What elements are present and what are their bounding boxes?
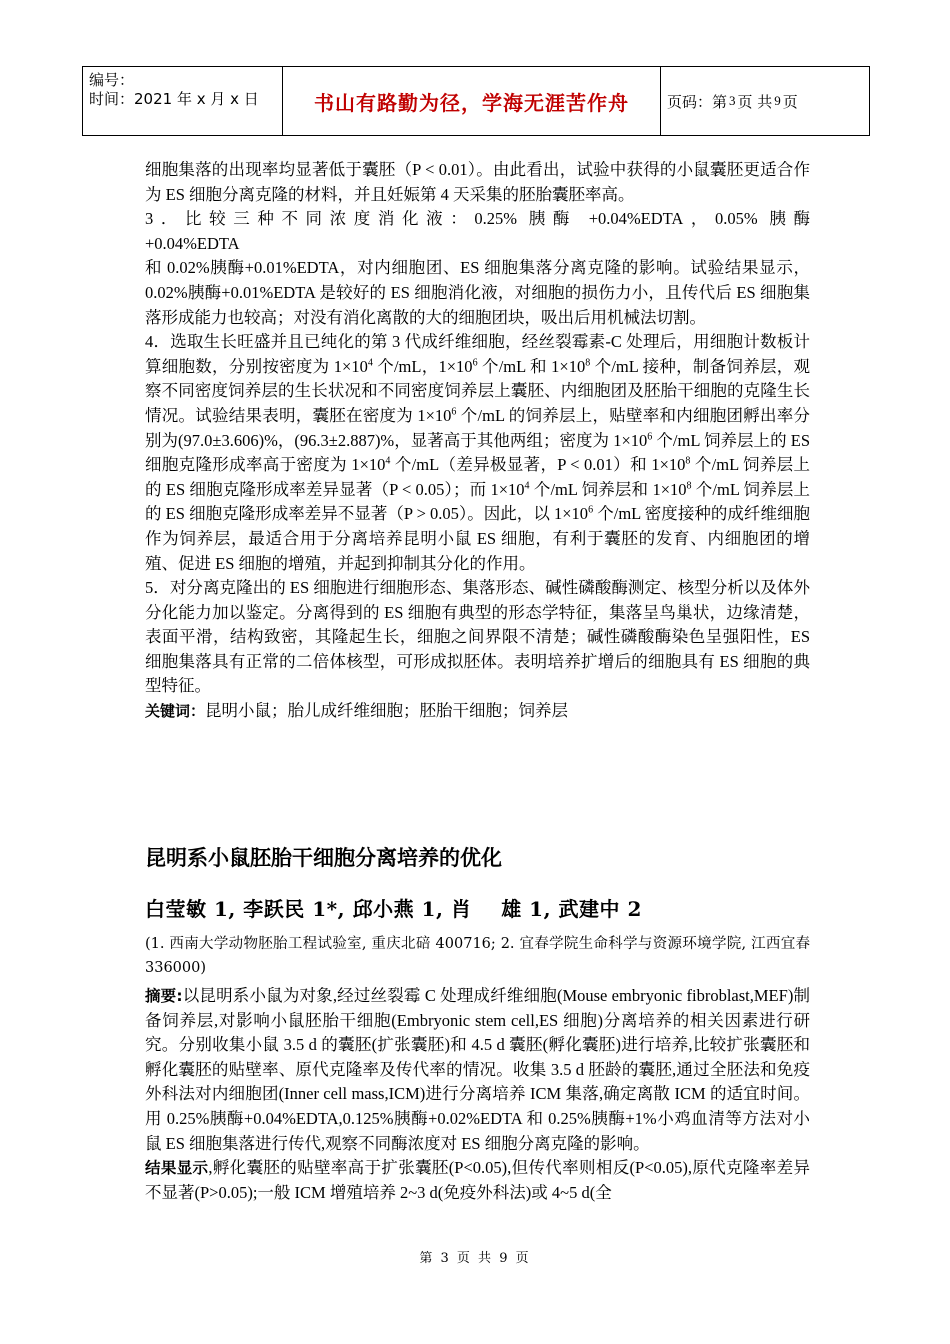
paragraph-1: 细胞集落的出现率均显著低于囊胚（P < 0.01）。由此看出，试验中获得的小鼠囊胚更适合作为 ES 细胞分离克隆的材料，并且妊娠第 4 天采集的胚胎囊胚率高。	[145, 160, 810, 204]
page-header	[82, 66, 870, 136]
page-number: 3	[729, 93, 736, 108]
body-section-1	[145, 158, 810, 724]
abstract-text: 以昆明系小鼠为对象,经过丝裂霉 C 处理成纤维细胞(Mouse embryonic fibroblast,MEF)制备饲养层,对影响小鼠胚胎干细胞(Embryonic stem cell,ES 细胞)分离培养的相关因素进行研究。分别收集小鼠 3.5 d 的囊胚(扩张囊胚)和 4.5 d 囊胚(孵化囊胚)进行培养,比较扩张囊胚和孵化囊胚的贴壁率、原代克隆率及传代率的情况。收集 3.5 d 胚龄的囊胚,通过全胚法和免疫外科法对内细胞团(Inner cell mass,ICM)进行分离培养 ICM 集落,确定离散 ICM 的适宜时间。用 0.25%胰酶+0.04%EDTA,0.125%胰酶+0.02%EDTA 和 0.25%胰酶+1%小鸡血清等方法对小鼠 ES 细胞集落进行传代,观察不同酶浓度对 ES 细胞分离克隆的影响。	[145, 986, 810, 1153]
page-end: 页	[782, 92, 798, 111]
results	[145, 1156, 810, 1205]
paragraph-5: 5．对分离克隆出的 ES 细胞进行细胞形态、集落形态、碱性磷酸酶测定、核型分析以及体外分化能力加以鉴定。分离得到的 ES 细胞有典型的形态学特征，集落呈鸟巢状，边缘清楚，表面平滑，结构致密，其隆起生长，细胞之间界限不清楚；碱性磷酸酶染色呈强阳性，ES 细胞集落具有正常的二倍体核型，可形成拟胚体。表明培养扩增后的细胞具有 ES 细胞的典型特征。	[145, 578, 810, 696]
keywords-label: 关键词：	[145, 702, 206, 721]
header-meta	[83, 67, 283, 135]
keywords	[145, 699, 810, 724]
paragraph-4: 4．选取生长旺盛并且已纯化的第 3 代成纤维细胞，经丝裂霉素-C 处理后，用细胞计数板计算细胞数，分别按密度为 $1\times 10^4$ 个/mL，$1\times 10^6$ 个/mL 和 $1\times 10^8$ 个/mL 接种，制备饲养层，观察不同密度饲养层的生长状况和不同密度饲养层上囊胚、内细胞团及胚胎干细胞的克隆生长情况。试验结果表明，囊胚在密度为 $1\times 10^6$ 个/mL 的饲养层上，贴壁率和内细胞团孵出率分别为(97.0±3.606)%，(96.3±2.887)%，显著高于其他两组；密度为 $1\times 10^6$ 个/mL 饲养层上的 ES 细胞克隆形成率高于密度为 $1\times 10^4$ 个/mL（差异极显著，P < 0.01）和 $1\times 10^8$ 个/mL 饲养层上的 ES 细胞克隆形成率差异显著（P < 0.05）；而 $1\times 10^4$ 个/mL 饲养层和 $1\times 10^8$ 个/mL 饲养层上的 ES 细胞克隆形成率差异不显著（P > 0.05）。因此，以 $1\times 10^6$ 个/mL 密度接种的成纤维细胞作为饲养层，最适合用于分离培养昆明小鼠 ES 细胞，有利于囊胚的发育、内细胞团的增殖、促进 ES 细胞的增殖，并起到抑制其分化的作用。	[145, 332, 810, 573]
abstract-label: 摘要:	[145, 987, 183, 1005]
results-text: ,孵化囊胚的贴壁率高于扩张囊胚(P<0.05),但传代率则相反(P<0.05),原代克隆率差异不显著(P>0.05);一般 ICM 增殖培养 2~3 d(免疫外科法)或 4~5 d(全	[145, 1158, 810, 1202]
paragraph-3-line1: 3．比较三种不同浓度消化液：0.25% 胰酶 +0.04%EDTA，0.05% 胰酶	[145, 209, 810, 229]
page-label: 页码：第	[667, 92, 728, 111]
results-label: 结果显示	[145, 1159, 209, 1178]
keywords-text: 昆明小鼠；胎儿成纤维细胞；胚胎干细胞；饲养层	[205, 701, 569, 721]
page-mid: 页 共	[737, 92, 773, 111]
article-affiliation: (1. 西南大学动物胚胎工程试验室, 重庆北碚 400716; 2. 宜春学院生命科学与资源环境学院, 江西宜春 336000)	[145, 936, 810, 976]
paragraph-3-rest: 和 0.02%胰酶+0.01%EDTA，对内细胞团、ES 细胞集落分离克隆的影响。试验结果显示，0.02%胰酶+0.01%EDTA 是较好的 ES 细胞消化液，对细胞的损伤力小，且传代后 ES 细胞集落形成能力也较高；对没有消化离散的大的细胞团块，吸出后用机械法切割。	[145, 258, 810, 327]
page-footer: 第 3 页 共 9 页	[419, 1251, 531, 1266]
article-authors: 白莹敏 1, 李跃民 1*, 邱小燕 1, 肖 雄 1, 武建中 2	[145, 897, 642, 921]
article-title: 昆明系小鼠胚胎干细胞分离培养的优化	[145, 846, 502, 870]
doc-number: 编号：	[89, 71, 135, 89]
body-section-2	[145, 984, 810, 1205]
abstract	[145, 984, 810, 1156]
header-motto: 书山有路勤为径，学海无涯苦作舟	[283, 67, 661, 135]
paragraph-3-line2: +0.04%EDTA	[145, 233, 240, 253]
page-total: 9	[774, 93, 781, 108]
header-page-info	[661, 67, 869, 135]
doc-time: 时间：2021 年 x 月 x 日	[89, 90, 259, 108]
